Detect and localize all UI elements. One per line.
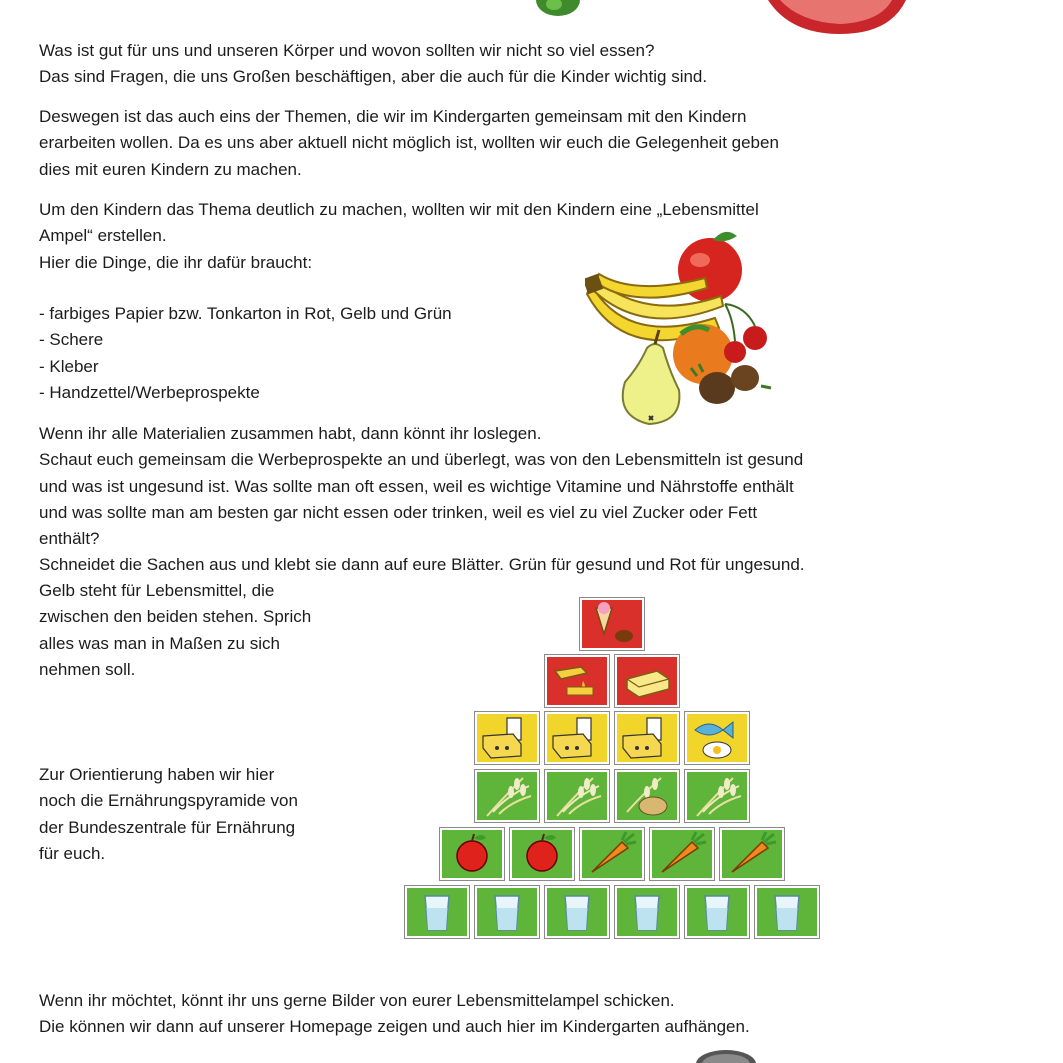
text-line: noch die Ernährungspyramide von [39,791,298,811]
pyramid-tile [545,886,609,938]
pyramid-tile [615,712,679,764]
apple-icon [512,830,572,878]
pyramid-tile [685,770,749,822]
carrot-icon [582,830,642,878]
text-line: und was ist ungesund ist. Was sollte man oft essen, weil es wichtige Vitamine und Nährstoffe enthält [39,476,794,496]
pyramid-tile [650,828,714,880]
yellow-explanation [39,578,311,683]
grain-icon [477,772,537,820]
intro-paragraph-2 [39,104,779,183]
text-line: Deswegen ist das auch eins der Themen, die wir im Kindergarten gemeinsam mit den Kindern [39,107,747,126]
text-line: nehmen soll. [39,659,136,679]
pyramid-tile [720,828,784,880]
text-line: dies mit euren Kindern zu machen. [39,159,302,179]
water-glass-icon [547,888,607,936]
list-item: - Handzettel/Werbeprospekte [39,382,260,402]
text-line: und was sollte man am besten gar nicht essen oder trinken, weil es viel zu viel Zucker oder Fett [39,502,758,522]
text-line: Was ist gut für uns und unseren Körper und wovon sollten wir nicht so viel essen? [39,41,655,60]
carrot-icon [722,830,782,878]
ham-illustration-cropped [760,0,910,40]
text-line: der Bundeszentrale für Ernährung [39,817,296,837]
pyramid-tile [545,712,609,764]
grain-potato-icon [617,772,677,820]
text-line: Wenn ihr alle Materialien zusammen habt, dann könnt ihr loslegen. [39,424,542,443]
grain-icon [547,772,607,820]
text-line: Ampel“ erstellen. [39,226,167,246]
text-line: Schaut euch gemeinsam die Werbeprospekte an und überlegt, was von den Lebensmitteln ist gesund [39,450,804,470]
pyramid-tile [685,712,749,764]
list-item: - Kleber [39,356,99,376]
text-line: Die können wir dann auf unserer Homepage zeigen und auch hier im Kindergarten aufhängen. [39,1017,750,1037]
milk-cheese-icon [617,714,677,762]
pyramid-tile [440,828,504,880]
pyramid-tile [615,886,679,938]
closing-paragraph [39,988,750,1041]
text-line: Hier die Dinge, die ihr dafür braucht: [39,252,313,272]
water-glass-icon [687,888,747,936]
text-line: Um den Kindern das Thema deutlich zu machen, wollten wir mit den Kindern eine „Lebensmittel [39,200,759,219]
pyramid-tile [475,770,539,822]
pyramid-tile [475,886,539,938]
pyramid-tile [685,886,749,938]
pyramid-tile [510,828,574,880]
pyramid-tile [475,712,539,764]
fish-egg-icon [687,714,747,762]
butter-icon [617,657,677,705]
grain-icon [687,772,747,820]
pyramid-tile [580,598,644,650]
bottom-illustration-cropped [690,1048,760,1063]
text-line: Zur Orientierung haben wir hier [39,765,275,784]
pyramid-tile [405,886,469,938]
water-glass-icon [407,888,467,936]
apple-icon [442,830,502,878]
text-line: Schneidet die Sachen aus und klebt sie dann auf eure Blätter. Grün für gesund und Rot für ungesund. [39,555,805,575]
water-glass-icon [477,888,537,936]
materials-list [39,301,452,406]
text-line: für euch. [39,843,106,863]
text-line: zwischen den beiden stehen. Sprich [39,607,312,627]
text-line: alles was man in Maßen zu sich [39,633,280,653]
water-glass-icon [617,888,677,936]
orientation-note [39,762,298,867]
sweets-icon [582,600,642,648]
carrot-icon [652,830,712,878]
text-line: Das sind Fragen, die uns Großen beschäftigen, aber die auch für die Kinder wichtig sind. [39,67,708,87]
pyramid-tile [580,828,644,880]
water-glass-icon [757,888,817,936]
list-item: - Schere [39,330,104,350]
list-item: - farbiges Papier bzw. Tonkarton in Rot, Gelb und Grün [39,304,452,323]
text-line: enthält? [39,529,100,549]
text-line: Wenn ihr möchtet, könnt ihr uns gerne Bilder von eurer Lebensmittelampel schicken. [39,991,675,1010]
fruit-basket-illustration [585,226,785,431]
instructions-paragraph [39,421,805,579]
pyramid-tile [615,655,679,707]
milk-cheese-icon [477,714,537,762]
pyramid-tile [545,655,609,707]
oil-icon [547,657,607,705]
text-line: Gelb steht für Lebensmittel, die [39,581,275,600]
intro-paragraph-1 [39,38,707,91]
text-line: erarbeiten wollen. Da es uns aber aktuell nicht möglich ist, wollten wir euch die Gelegenheit geben [39,133,779,153]
pyramid-tile [615,770,679,822]
pyramid-tile [755,886,819,938]
milk-cheese-icon [547,714,607,762]
pyramid-tile [545,770,609,822]
vegetable-illustration-cropped [530,0,590,22]
